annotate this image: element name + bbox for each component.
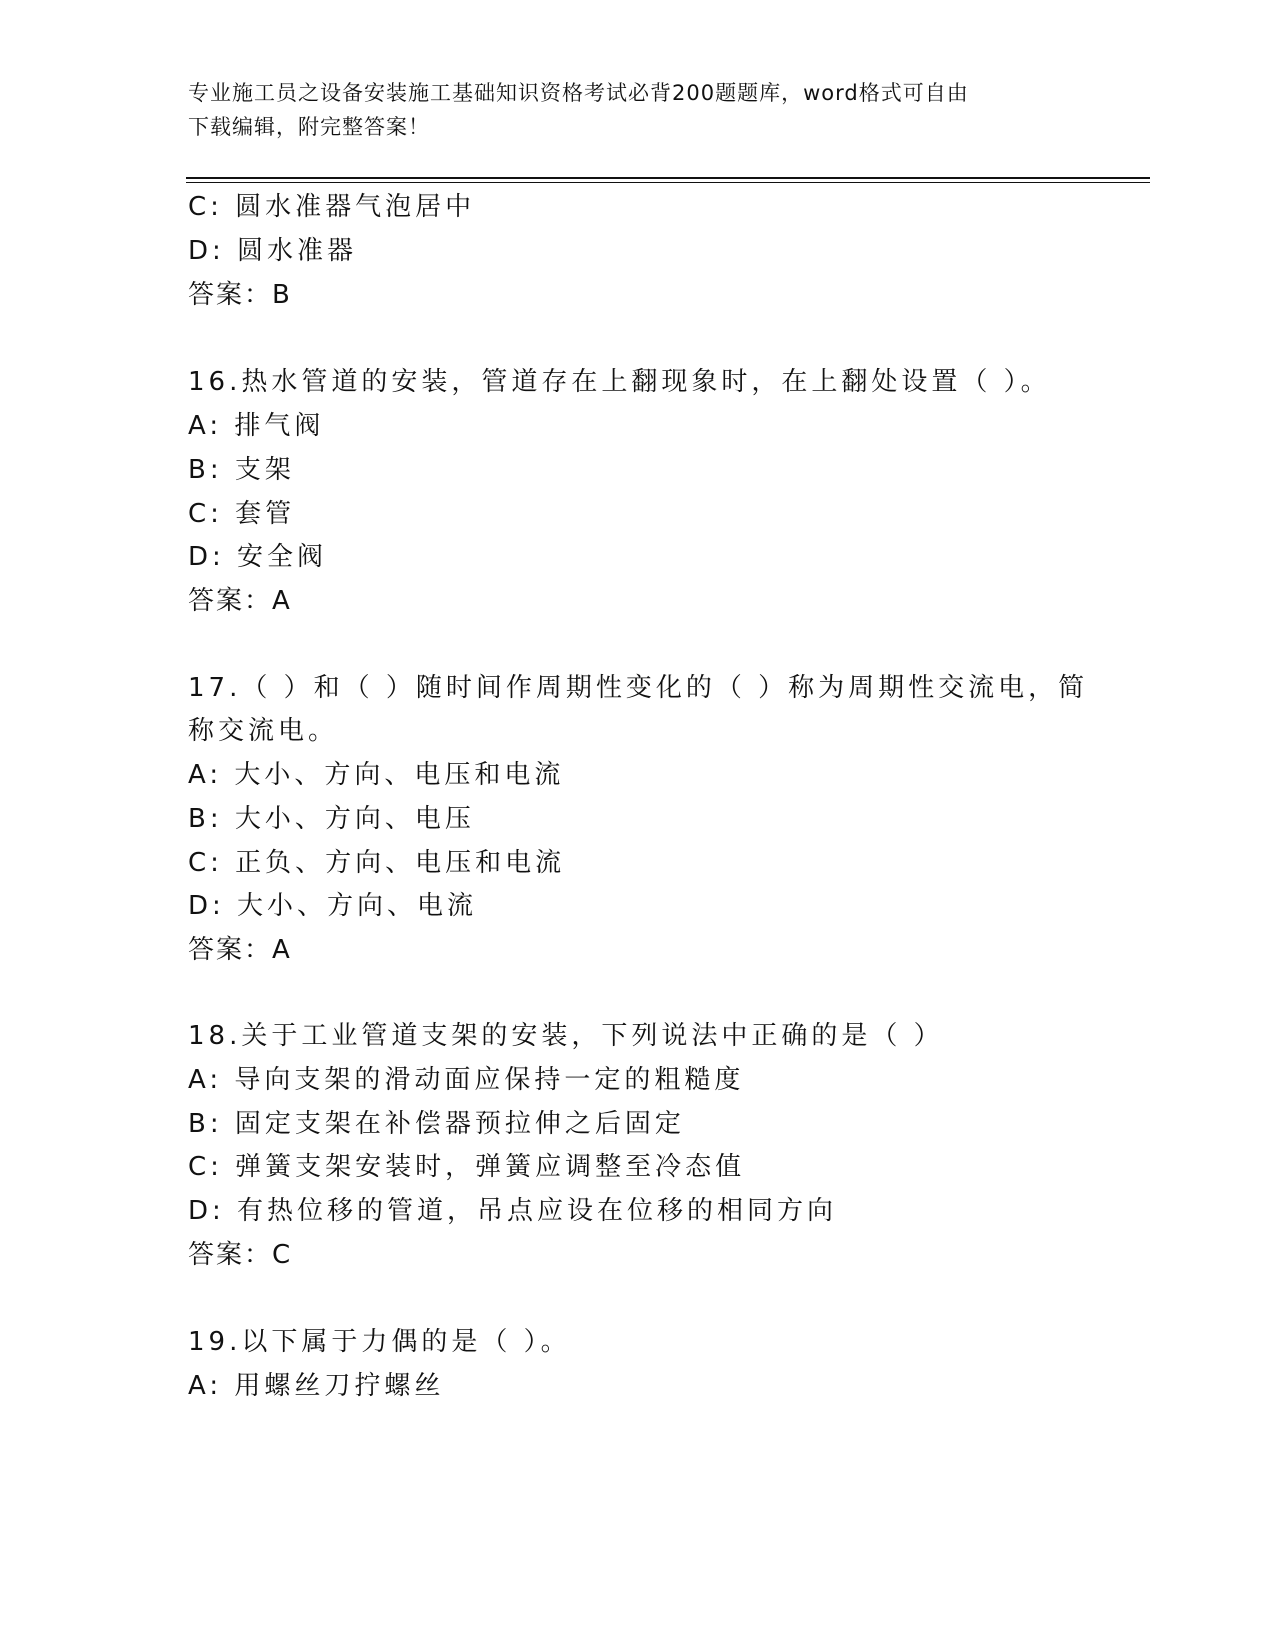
q15-answer: 答案：B [188,280,292,310]
q19-stem: 19.以下属于力偶的是（ ）。 [188,1327,571,1357]
q19-option-a: A: 用螺丝刀拧螺丝 [188,1371,445,1401]
q17-answer: 答案：A [188,935,292,965]
q18-option-b: B: 固定支架在补偿器预拉伸之后固定 [188,1109,685,1139]
q17-stem-line2: 称交流电。 [188,716,339,746]
q18-option-a: A: 导向支架的滑动面应保持一定的粗糙度 [188,1065,745,1095]
q18-answer: 答案：C [188,1240,293,1270]
header-title-line1: 专业施工员之设备安装施工基础知识资格考试必背200题题库，word格式可自由 [188,81,969,105]
header-divider-thick [186,177,1150,179]
q17-option-c: C: 正负、方向、电压和电流 [188,848,566,878]
q15-option-c: C: 圆水准器气泡居中 [188,192,476,222]
header-divider-thin [186,182,1150,183]
q17-option-d: D: 大小、方向、电流 [188,891,478,921]
q18-option-d: D: 有热位移的管道，吊点应设在位移的相同方向 [188,1196,838,1226]
q18-stem: 18.关于工业管道支架的安装，下列说法中正确的是（ ） [188,1021,944,1051]
q17-option-b: B: 大小、方向、电压 [188,804,475,834]
q17-stem-line1: 17.（ ）和（ ）随时间作周期性变化的（ ）称为周期性交流电，简 [188,673,1089,703]
header-title-line2: 下载编辑，附完整答案！ [188,115,430,139]
q16-option-a: A: 排气阀 [188,411,325,441]
q15-option-d: D: 圆水准器 [188,236,358,266]
q17-option-a: A: 大小、方向、电压和电流 [188,760,565,790]
q16-option-c: C: 套管 [188,499,296,529]
q16-stem: 16.热水管道的安装，管道存在上翻现象时，在上翻处设置（ ）。 [188,367,1051,397]
document-header [188,76,1068,144]
q16-option-d: D: 安全阀 [188,542,328,572]
q18-option-c: C: 弹簧支架安装时，弹簧应调整至冷态值 [188,1152,746,1182]
q16-option-b: B: 支架 [188,455,295,485]
q16-answer: 答案：A [188,586,292,616]
